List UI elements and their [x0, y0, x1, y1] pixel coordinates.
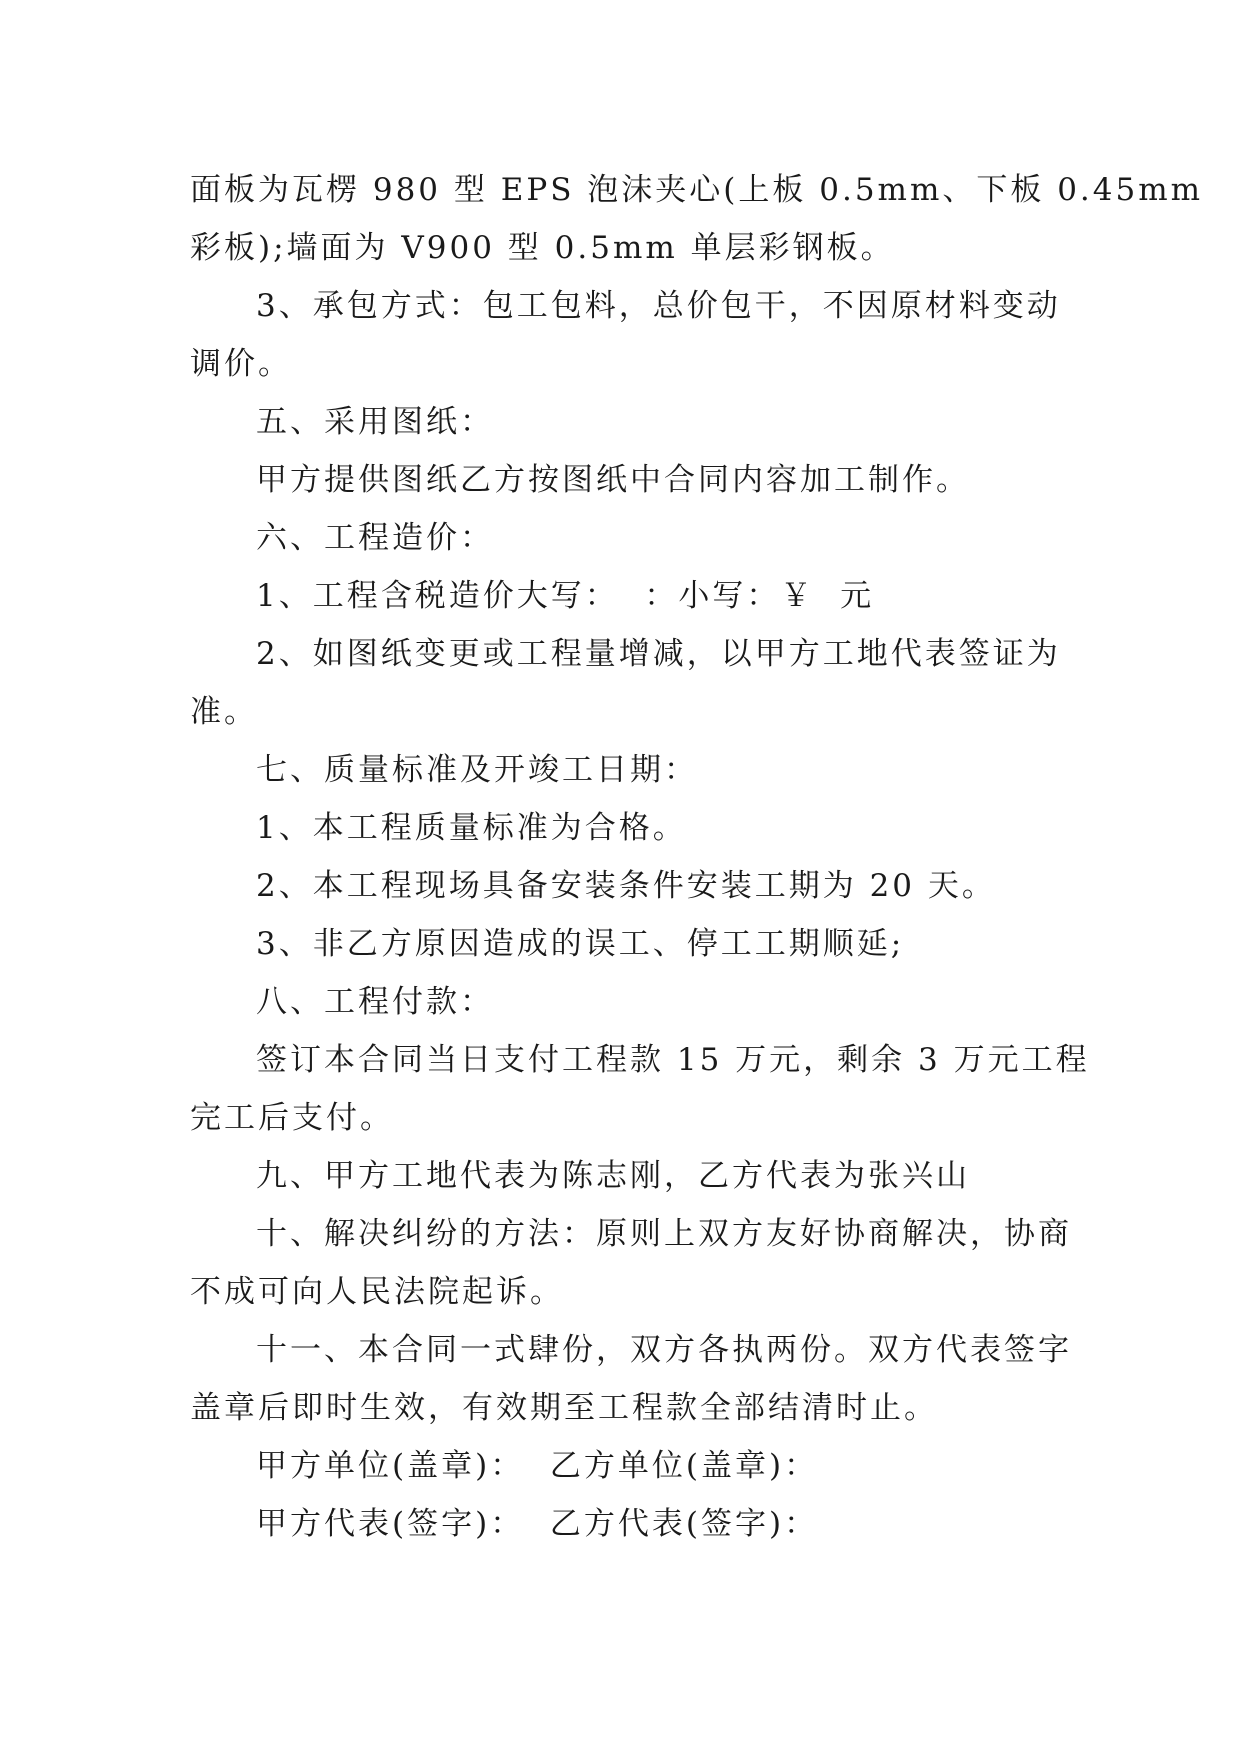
paragraph-cost-change — [190, 625, 1061, 741]
text-line: 九、甲方工地代表为陈志刚，乙方代表为张兴山 — [256, 1158, 970, 1194]
paragraph-material-spec — [190, 161, 1204, 277]
paragraph-cost-amount — [190, 567, 1050, 625]
text-line: 面板为瓦楞 980 型 EPS 泡沫夹心(上板 0.5mm、下板 0.45mm — [190, 172, 1204, 208]
text-line: 甲方单位(盖章)： 乙方单位(盖章)： — [256, 1448, 819, 1484]
text-line: 不成可向人民法院起诉。 — [190, 1274, 564, 1310]
section-heading-payment — [190, 973, 1050, 1031]
signature-line-seal — [190, 1437, 1050, 1495]
text-line: 准。 — [190, 694, 258, 730]
text-line: 3、非乙方原因造成的误工、停工工期顺延; — [256, 926, 905, 962]
paragraph-dispute — [190, 1205, 1072, 1321]
paragraph-construction-period — [190, 857, 1050, 915]
text-line: 彩板);墙面为 V900 型 0.5mm 单层彩钢板。 — [190, 230, 895, 266]
text-line: 调价。 — [190, 346, 292, 382]
paragraph-representatives — [190, 1147, 1050, 1205]
text-line: 七、质量标准及开竣工日期： — [256, 752, 698, 788]
text-line: 盖章后即时生效，有效期至工程款全部结清时止。 — [190, 1390, 938, 1426]
signature-line-signature — [190, 1495, 1050, 1553]
text-line: 五、采用图纸： — [256, 404, 494, 440]
text-line: 3、承包方式：包工包料，总价包干，不因原材料变动 — [256, 288, 1061, 324]
text-line: 1、本工程质量标准为合格。 — [256, 810, 687, 846]
document-body — [190, 161, 1204, 1553]
paragraph-payment — [190, 1031, 1090, 1147]
text-line: 1、工程含税造价大写： ：小写：￥ 元 — [256, 578, 875, 614]
text-line: 甲方代表(签字)： 乙方代表(签字)： — [256, 1506, 819, 1542]
text-line: 六、工程造价： — [256, 520, 494, 556]
paragraph-copies — [190, 1321, 1072, 1437]
text-line: 完工后支付。 — [190, 1100, 394, 1136]
text-line: 2、本工程现场具备安装条件安装工期为 20 天。 — [256, 868, 996, 904]
text-line: 十一、本合同一式肆份，双方各执两份。双方代表签字 — [256, 1332, 1072, 1368]
text-line: 八、工程付款： — [256, 984, 494, 1020]
section-heading-quality — [190, 741, 1050, 799]
paragraph-drawings — [190, 451, 1050, 509]
text-line: 签订本合同当日支付工程款 15 万元，剩余 3 万元工程 — [256, 1042, 1090, 1078]
text-line: 十、解决纠纷的方法：原则上双方友好协商解决，协商 — [256, 1216, 1072, 1252]
section-heading-drawings — [190, 393, 1050, 451]
paragraph-contract-method — [190, 277, 1061, 393]
section-heading-cost — [190, 509, 1050, 567]
text-line: 2、如图纸变更或工程量增减，以甲方工地代表签证为 — [256, 636, 1061, 672]
paragraph-delay — [190, 915, 1050, 973]
paragraph-quality-standard — [190, 799, 1050, 857]
text-line: 甲方提供图纸乙方按图纸中合同内容加工制作。 — [256, 462, 970, 498]
